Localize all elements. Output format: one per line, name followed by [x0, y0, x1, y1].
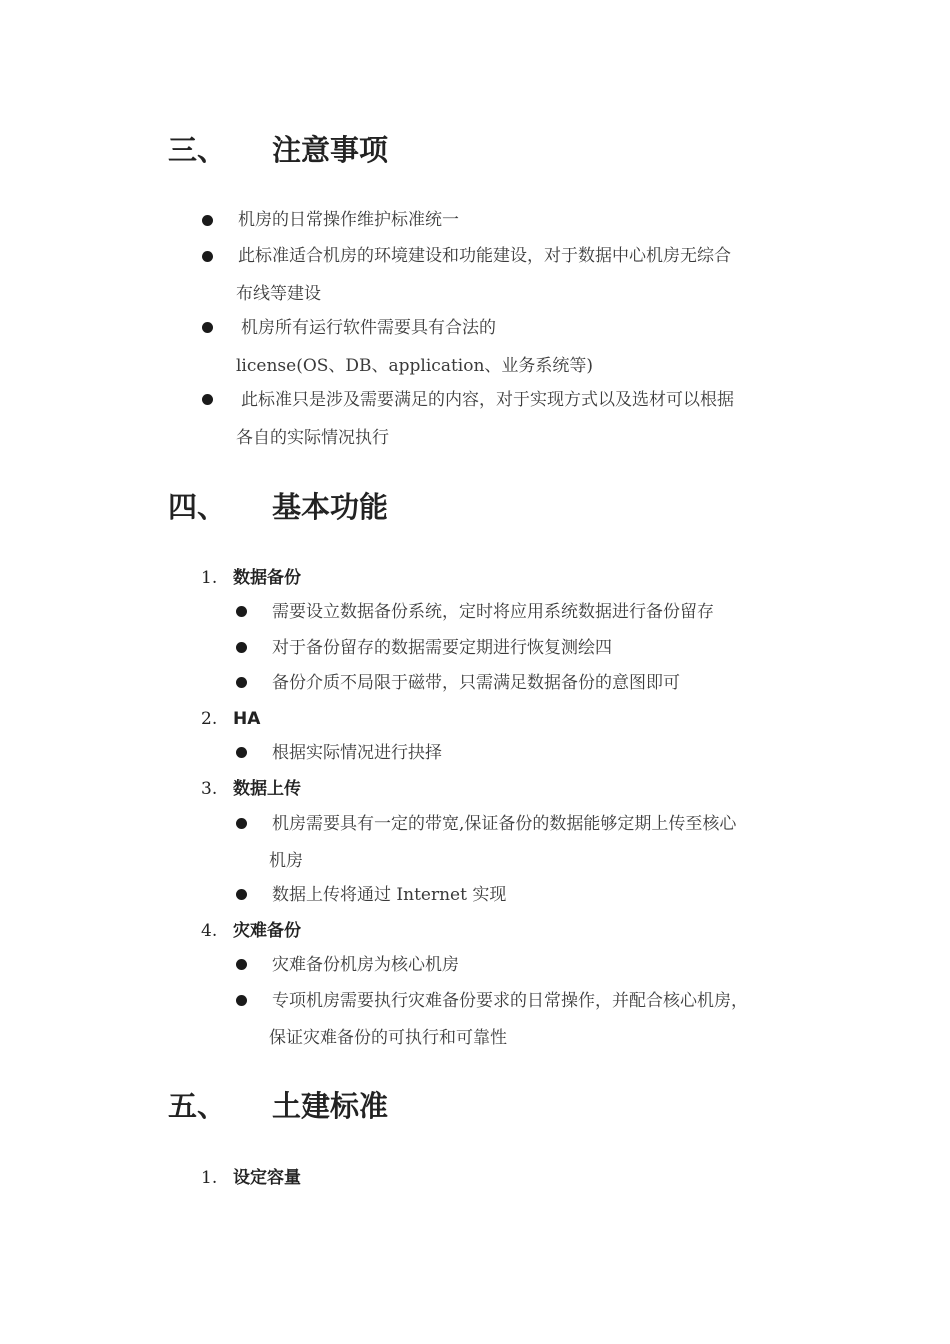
- subsection-title: 灾难备份: [233, 921, 301, 941]
- bullet-icon: [202, 394, 213, 405]
- list-item: 机房的日常操作维护标准统一: [238, 210, 459, 230]
- subsection-heading: [201, 566, 301, 590]
- bullet-icon: [202, 322, 213, 333]
- subsection-heading: [201, 707, 260, 731]
- bullet-icon: [236, 677, 247, 688]
- list-item: 备份介质不局限于磁带，只需满足数据备份的意图即可: [272, 673, 680, 693]
- bullet-icon: [236, 995, 247, 1006]
- list-item: 灾难备份机房为核心机房: [272, 955, 459, 975]
- list-item: 根据实际情况进行抉择: [272, 743, 442, 763]
- list-item: 机房需要具有一定的带宽,保证备份的数据能够定期上传至核心: [272, 814, 737, 834]
- section-number: 五、: [168, 1089, 227, 1123]
- subsection-heading: [201, 919, 301, 943]
- subsection-number: 1.: [201, 568, 218, 588]
- subsection-heading: [201, 1166, 301, 1190]
- subsection-number: 3.: [201, 779, 218, 799]
- bullet-icon: [202, 251, 213, 262]
- section-number: 三、: [168, 133, 227, 167]
- section-title: 注意事项: [272, 133, 389, 167]
- list-item: 数据上传将通过 Internet 实现: [272, 885, 507, 905]
- list-item-continuation: 各自的实际情况执行: [236, 428, 389, 448]
- bullet-icon: [236, 747, 247, 758]
- section-title: 基本功能: [272, 490, 389, 524]
- section-heading-5: [168, 1086, 388, 1126]
- bullet-icon: [236, 818, 247, 829]
- bullet-icon: [236, 889, 247, 900]
- subsection-title: 设定容量: [233, 1168, 301, 1188]
- list-item: 对于备份留存的数据需要定期进行恢复测绘四: [272, 638, 612, 658]
- list-item: 机房所有运行软件需要具有合法的: [241, 318, 496, 338]
- bullet-icon: [236, 959, 247, 970]
- list-item: 此标准适合机房的环境建设和功能建设，对于数据中心机房无综合: [238, 246, 731, 266]
- list-item-continuation: license(OS、DB、application、业务系统等): [236, 356, 594, 376]
- section-heading-3: [168, 130, 388, 170]
- bullet-icon: [236, 642, 247, 653]
- subsection-title: HA: [233, 709, 261, 729]
- subsection-title: 数据上传: [233, 779, 301, 799]
- section-number: 四、: [168, 490, 227, 524]
- subsection-number: 4.: [201, 921, 218, 941]
- list-item: 需要设立数据备份系统，定时将应用系统数据进行备份留存: [272, 602, 714, 622]
- list-item: 此标准只是涉及需要满足的内容，对于实现方式以及选材可以根据: [241, 390, 734, 410]
- list-item-continuation: 布线等建设: [236, 284, 321, 304]
- bullet-icon: [202, 215, 213, 226]
- list-item: 专项机房需要执行灾难备份要求的日常操作，并配合核心机房，: [272, 991, 748, 1011]
- subsection-number: 1.: [201, 1168, 218, 1188]
- subsection-number: 2.: [201, 709, 218, 729]
- section-title: 土建标准: [272, 1089, 389, 1123]
- subsection-title: 数据备份: [233, 568, 301, 588]
- list-item-continuation: 保证灾难备份的可执行和可靠性: [269, 1028, 507, 1048]
- section-heading-4: [168, 487, 388, 527]
- list-item-continuation: 机房: [269, 851, 303, 871]
- bullet-icon: [236, 606, 247, 617]
- subsection-heading: [201, 777, 301, 801]
